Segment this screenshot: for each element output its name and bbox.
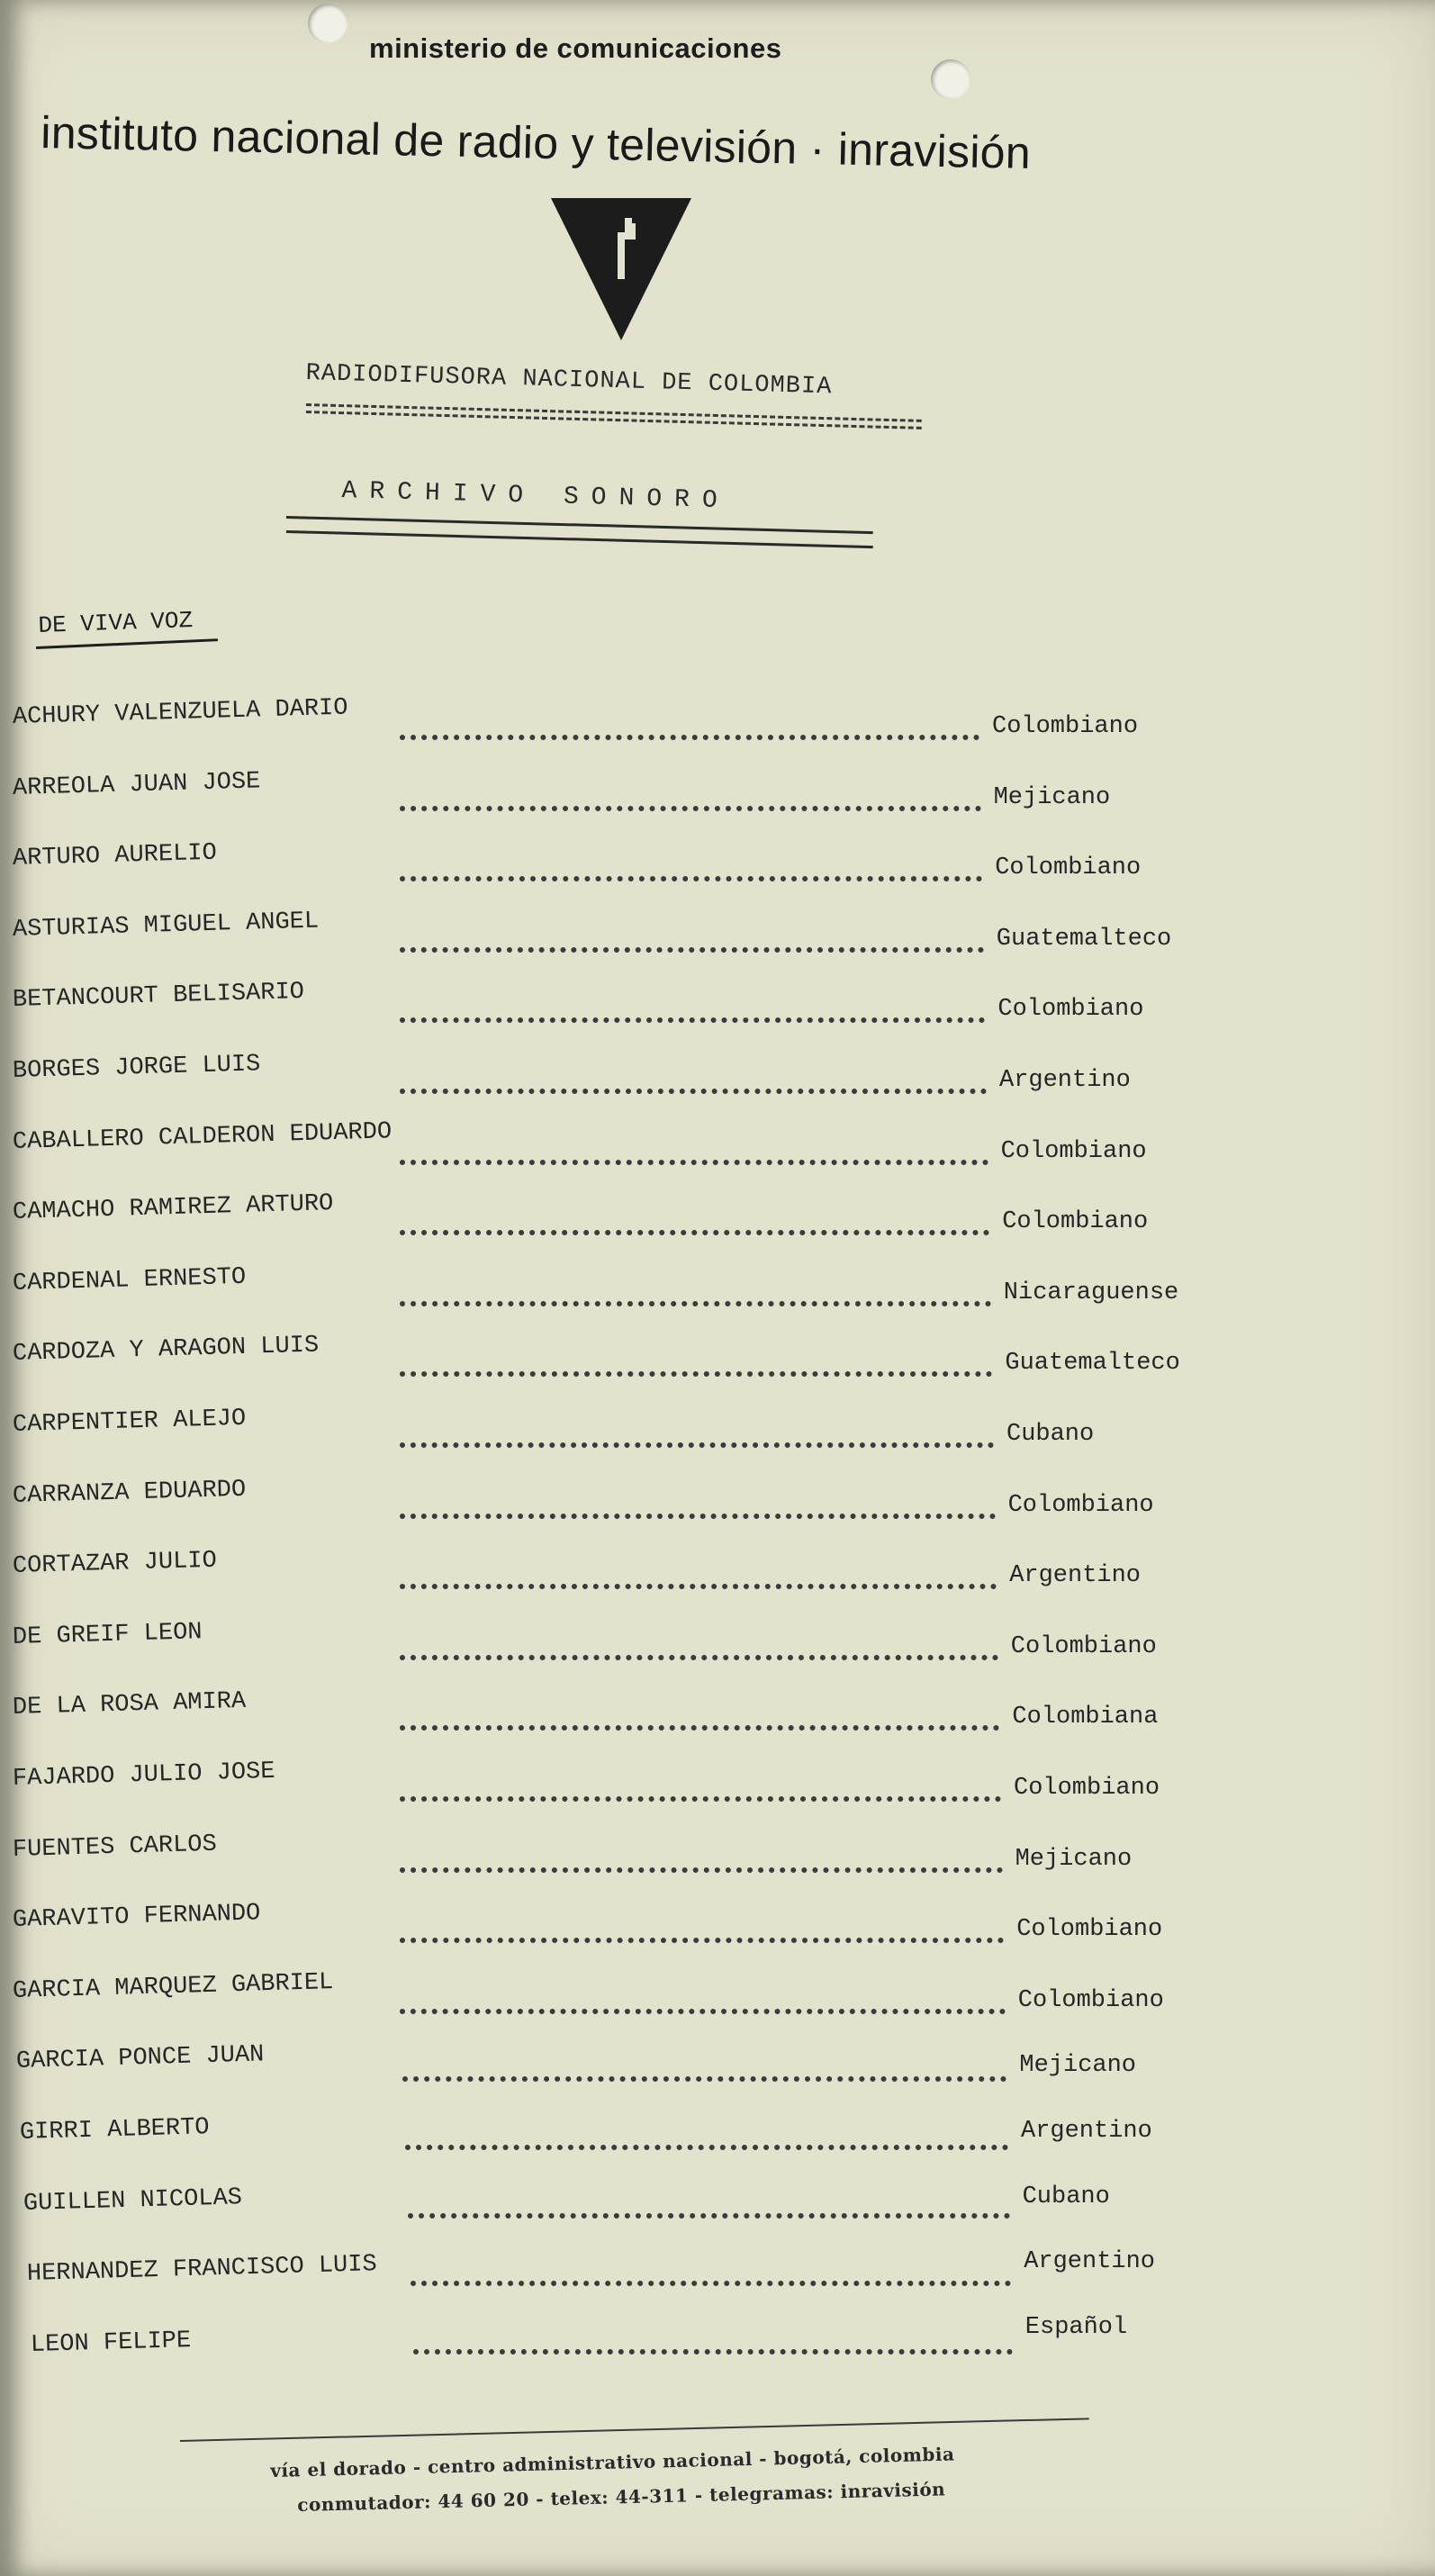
dot-leader [400,947,984,953]
footer-address: vía el dorado - centro administrativo nacional - bogotá, colombia [270,2443,955,2481]
dot-leader [400,1655,998,1660]
entry-name: CORTAZAR JULIO [12,1547,218,1581]
entry-name: CARPENTIER ALEJO [12,1405,247,1439]
dot-leader [400,1230,989,1235]
entry-name: GARCIA MARQUEZ GABRIEL [12,1968,334,2005]
list-item [0,979,1435,1024]
entry-name: LEON FELIPE [30,2327,192,2359]
list-item [0,2041,1435,2084]
entry-name: HERNANDEZ FRANCISCO LUIS [26,2251,378,2289]
entry-name: ARREOLA JUAN JOSE [12,767,261,802]
entry-nationality: Cubano [1006,1421,1095,1448]
dot-leader [405,2145,1008,2150]
entry-name: DE LA ROSA AMIRA [12,1688,247,1722]
entry-nationality: Argentino [1024,2248,1156,2276]
entry-nationality: Mejicano [1015,1845,1133,1873]
station-name: RADIODIFUSORA NACIONAL DE COLOMBIA [305,360,833,402]
entry-nationality: Colombiano [1002,1208,1149,1236]
list-item [0,2313,1435,2368]
entry-nationality: Español [1024,2313,1128,2341]
entry-name: FAJARDO JULIO JOSE [12,1758,275,1793]
dot-leader [400,1796,1001,1802]
list-item [0,1405,1435,1448]
dot-leader [400,1371,992,1377]
list-item [0,1688,1435,1731]
list-item [0,2183,1435,2227]
list-item [0,1547,1435,1590]
entry-name: GARAVITO FERNANDO [12,1900,261,1935]
entry-nationality: Colombiano [1014,1775,1160,1802]
dot-leader [400,1514,996,1519]
institute-heading: instituto nacional de radio y televisión · inravisión [40,106,1032,179]
entry-nationality: Guatemalteco [996,925,1172,953]
entry-name: DE GREIF LEON [12,1618,203,1651]
dot-leader [413,2349,1013,2355]
entry-nationality: Colombiana [1012,1704,1159,1731]
entry-nationality: Nicaraguense [1003,1279,1179,1306]
entry-name: CARRANZA EDUARDO [12,1476,247,1510]
entry-nationality: Colombiano [1016,1916,1163,1944]
dot-leader [400,1725,999,1731]
entry-name: CARDENAL ERNESTO [12,1263,247,1297]
entry-nationality: Colombiano [1000,1137,1147,1165]
entry-nationality: Colombiano [992,713,1139,740]
list-item [0,1051,1435,1094]
entry-name: CAMACHO RAMIREZ ARTURO [12,1190,334,1227]
dot-leader [411,2281,1011,2286]
entry-name: CABALLERO CALDERON EDUARDO [12,1117,393,1156]
entry-nationality: Mejicano [993,783,1111,811]
entry-nationality: Colombiano [995,854,1142,882]
entry-nationality: Cubano [1022,2183,1110,2210]
list-item [0,1900,1435,1944]
list-item [0,2248,1435,2297]
entry-nationality: Argentino [1009,1562,1142,1590]
entry-name: BORGES JORGE LUIS [12,1051,261,1085]
entry-name: ACHURY VALENZUELA DARIO [12,694,348,731]
entry-name: GARCIA PONCE JUAN [15,2041,265,2076]
dot-leader [400,1017,985,1023]
dot-leader [400,1867,1003,1873]
list-item [0,1117,1435,1165]
list-item [0,1332,1435,1378]
entry-name: CARDOZA Y ARAGON LUIS [12,1332,320,1369]
section-title: DE VIVA VOZ [38,607,194,639]
ministry-heading: ministerio de comunicaciones [369,32,782,64]
entry-nationality: Colombiano [1007,1491,1154,1519]
entry-nationality: Guatemalteco [1005,1350,1180,1378]
dot-leader [400,876,982,881]
entry-nationality: Argentino [1021,2118,1152,2145]
dot-leader [402,2076,1006,2082]
dot-leader [408,2213,1010,2219]
list-item [0,1263,1435,1306]
entry-name: BETANCOURT BELISARIO [12,979,305,1015]
entry-name: GIRRI ALBERTO [19,2114,210,2147]
dot-leader [400,1160,988,1165]
entry-name: GUILLEN NICOLAS [23,2183,243,2218]
list-item [0,1190,1435,1236]
dot-leader [400,1584,997,1589]
entry-nationality: Colombiano [1017,1986,1164,2014]
entry-nationality: Argentino [999,1067,1131,1094]
dot-leader [400,1089,987,1094]
list-item [0,2114,1435,2156]
list-item [0,694,1435,740]
archive-title: ARCHIVO SONORO [341,477,731,516]
entry-name: ASTURIAS MIGUEL ANGEL [12,908,320,944]
dot-leader [400,1938,1004,1943]
list-item [0,1618,1435,1660]
list-item [0,908,1435,953]
list-item [0,1968,1435,2014]
dot-leader [400,1301,991,1306]
list-item [0,839,1435,882]
list-item [0,1476,1435,1519]
dot-leader [400,1442,994,1448]
dot-leader [400,806,981,811]
footer-contact: conmutador: 44 60 20 - telex: 44-311 - telegramas: inravisión [297,2478,946,2516]
list-item [0,1830,1435,1873]
entry-nationality: Colombiano [997,996,1144,1024]
list-item [0,767,1435,811]
entry-nationality: Mejicano [1019,2052,1137,2080]
entry-name: FUENTES CARLOS [12,1830,218,1864]
dot-leader [400,2009,1006,2014]
dot-leader [400,735,979,740]
list-item [0,1758,1435,1802]
entry-nationality: Colombiano [1010,1632,1157,1660]
entry-name: ARTURO AURELIO [12,839,218,873]
